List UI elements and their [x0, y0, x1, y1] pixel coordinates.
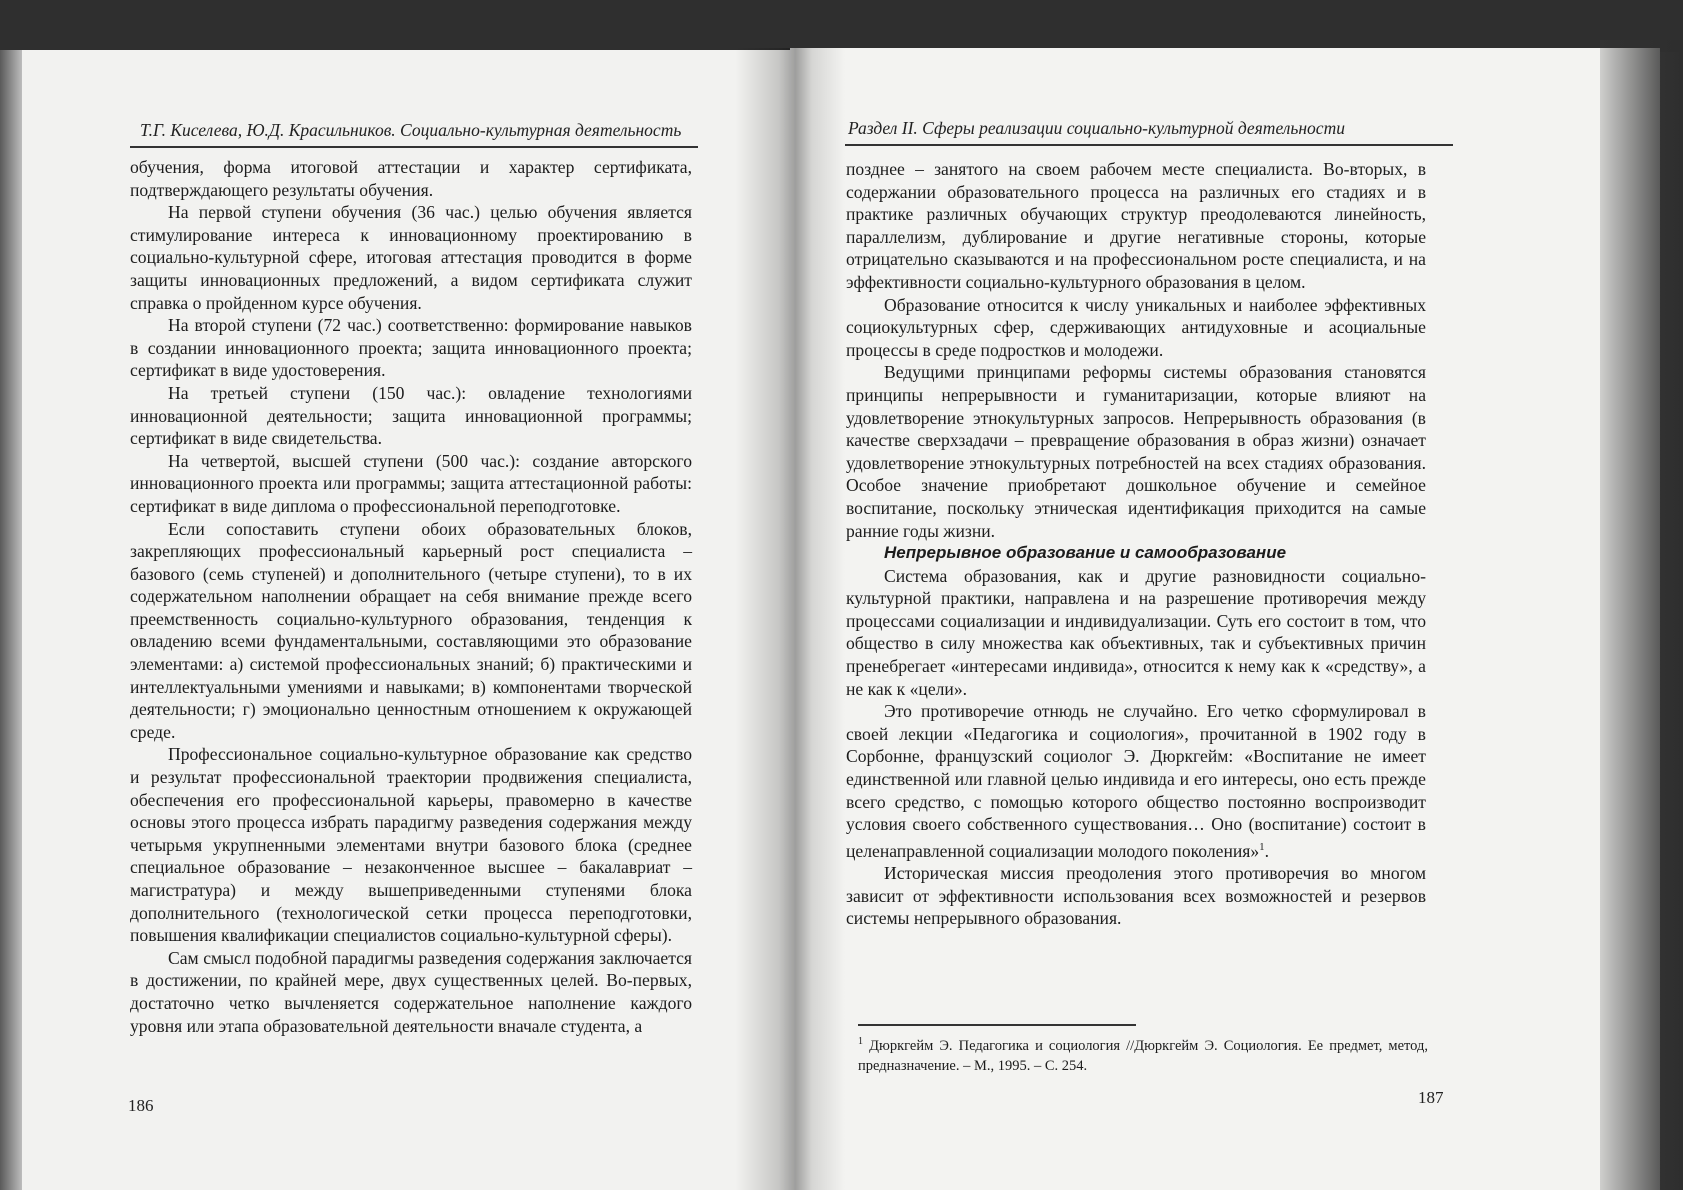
- right-body-text: [846, 158, 1426, 930]
- left-paragraph: Сам смысл подобной парадигмы разведения содержания заключается в достижении, по крайней мере, двух существенных целей. Во-первых, достаточно четко вычленяется содержательное наполнение каждого уровня или этапа образовательной деятельности вначале студента, а: [130, 947, 692, 1036]
- right-page-edges: [1600, 40, 1683, 1190]
- left-paragraph: На четвертой, высшей ступени (500 час.): создание авторского инновационного проекта или программы; защита аттестационной работы: сертификат в виде диплома о профессиональной переподготовке.: [130, 450, 692, 516]
- left-paragraph: Профессиональное социально-культурное образование как средство и результат профессиональной траектории продвижения специалиста, обеспечения его профессиональной карьеры, правомерно в качестве основы этого процесса избрать парадигму разведения содержания между четырьмя укрупненными элементами внутри базового блока (среднее специальное образование – незаконченное высшее – бакалавриат – магистратура) и между вышеприведенными ступенями блока дополнительного (технологической сетки процесса переподготовки, повышения квалификации специалистов социально-культурной сферы).: [130, 744, 692, 946]
- footnote-reference: 1: [1259, 840, 1265, 853]
- right-paragraph: Образование относится к числу уникальных и наиболее эффективных социокультурных сфер, сдерживающих антидуховные и асоциальные процессы в среде подростков и молодежи.: [846, 294, 1426, 360]
- left-page-number: 186: [128, 1096, 154, 1115]
- left-paragraph: На второй ступени (72 час.) соответственно: формирование навыков в создании инновационного проекта; защита инновационного проекта; сертификат в виде удостоверения.: [130, 315, 692, 381]
- left-paragraph: На третьей ступени (150 час.): овладение технологиями инновационной деятельности; защита инновационной программы; сертификат в виде свидетельства.: [130, 382, 692, 449]
- right-running-header: Раздел II. Сферы реализации социально-культурной деятельности: [848, 118, 1345, 138]
- section-subheading: Непрерывное образование и самообразование: [884, 543, 1287, 563]
- right-paragraph: Ведущими принципами реформы системы образования становятся принципы непрерывности и гуманитаризации, которые влияют на удовлетворение этнокультурных запросов. Непрерывность образования (в качестве сверхзадачи – превращение образования в образ жизни) означает удовлетворение этнокультурных потребностей на всех стадиях образования. Особое значение приобретают дошкольное обучение и семейное воспитание, поскольку этническая идентификация приходится на самые ранние годы жизни.: [846, 362, 1426, 541]
- durkheim-quote-text: Это противоречие отнюдь не случайно. Его четко сформулировал в своей лекции «Педагогика и социология», прочитанной в 1902 году в Сорбонне, французский социолог Э. Дюркгейм: «Воспитание не имеет единственной или главной целью индивида и его интересы, оно есть прежде всего средство, с помощью которого общество постоянно воспроизводит условия своего собственного существования… Оно (воспитание) состоит в целенаправленной социализации молодого поколения»: [846, 701, 1426, 861]
- scanner-background: [0, 0, 1683, 52]
- footnote-text: Дюркгейм Э. Педагогика и социология //Дюркгейм Э. Социология. Ее предмет, метод, предназначение. – М., 1995. – С. 254.: [858, 1037, 1429, 1074]
- right-page-number: 187: [1418, 1088, 1444, 1107]
- left-running-header: Т.Г. Киселева, Ю.Д. Красильников. Социально-культурная деятельность: [140, 120, 682, 140]
- left-header-rule: [130, 146, 698, 148]
- right-paragraph: Это противоречие отнюдь не случайно. Его четко сформулировал в своей лекции «Педагогика и социология», прочитанной в 1902 году в Сорбонне, французский социолог Э. Дюркгейм: «Воспитание не имеет единственной или главной целью индивида и его интересы, оно есть прежде всего средство, с помощью которого общество постоянно воспроизводит условия своего собственного существования… Оно (воспитание) состоит в целенаправленной социализации молодого поколения»$^1$.: [846, 701, 1426, 861]
- left-paragraph: Если сопоставить ступени обоих образовательных блоков, закрепляющих профессиональный карьерный рост специалиста – базового (семь ступеней) и дополнительного (четыре ступени), то в их содержательном наполнении обращает на себя внимание прежде всего преемственность социально-культурного образования, тенденция к овладению всеми фундаментальными, составляющими это образование элементами: а) системой профессиональных знаний; б) практическими и интеллектуальными умениями и навыками; в) компонентами творческой деятельности; г) эмоционально ценностным отношением к окружающей среде.: [130, 518, 692, 742]
- right-paragraph: Историческая миссия преодоления этого противоречия во многом зависит от эффективности использования всех возможностей и резервов системы непрерывного образования.: [846, 863, 1426, 929]
- right-paragraph: Система образования, как и другие разновидности социально-культурной практики, направлена и на разрешение противоречия между процессами социализации и индивидуализации. Суть его состоит в том, что общество в силу множества как объективных, так и субъективных причин пренебрегает «интересами индивида», относится к нему как к «средству», а не как к «цели».: [846, 565, 1426, 699]
- right-header-rule: [845, 144, 1453, 146]
- left-paragraph: обучения, форма итоговой аттестации и характер сертификата, подтверждающего результаты обучения.: [130, 157, 692, 200]
- footnote-marker: 1: [858, 1036, 863, 1047]
- right-paragraph: позднее – занятого на своем рабочем месте специалиста. Во-вторых, в содержании образовательного процесса на различных его стадиях и в практике различных обучающих структур преодолеваются линейность, параллелизм, дублирование и другие негативные стороны, которые отрицательно сказываются и на профессиональном росте специалиста, и на эффективности социально-культурного образования в целом.: [846, 159, 1426, 292]
- footnote: [858, 1032, 1428, 1076]
- left-body-text: [130, 156, 692, 1037]
- footnote-rule: [858, 1024, 1136, 1026]
- left-page-edges: [0, 50, 22, 1190]
- left-paragraph: На первой ступени обучения (36 час.) целью обучения является стимулирование интереса к инновационному проектированию в социально-культурной сфере, итоговая аттестация проводится в форме защиты инновационных предложений, а видом сертификата служит справка о пройденном курсе обучения.: [130, 202, 692, 313]
